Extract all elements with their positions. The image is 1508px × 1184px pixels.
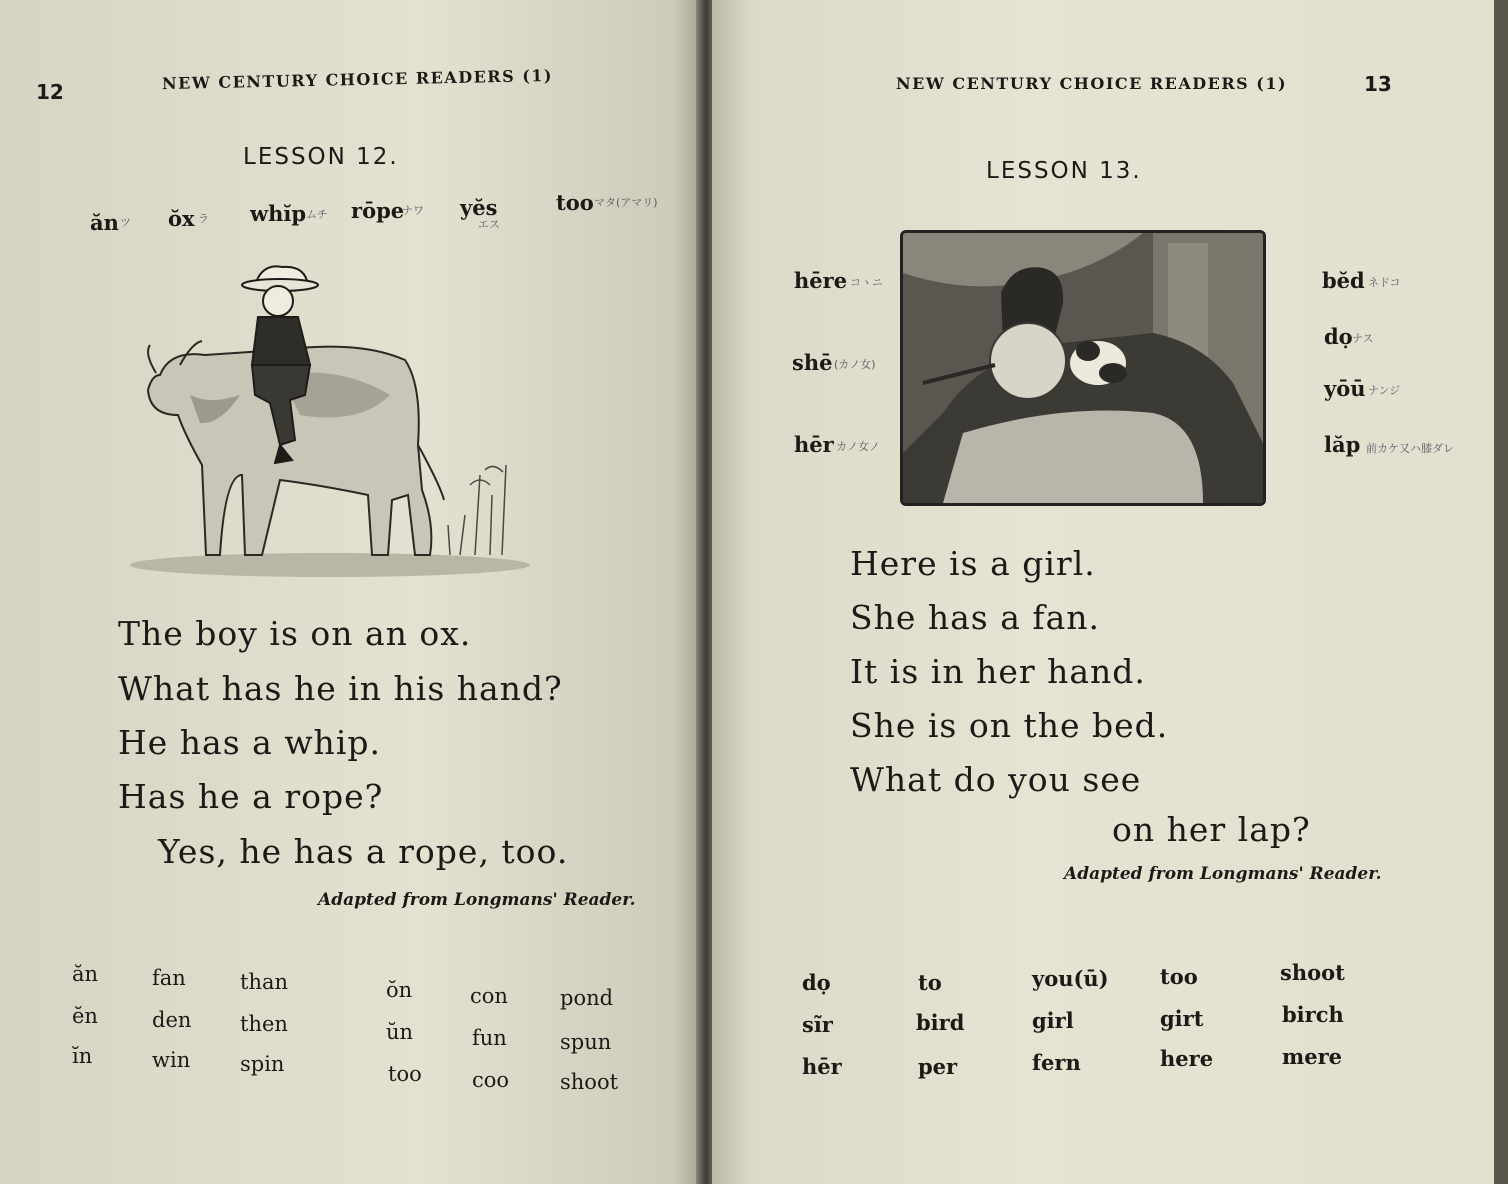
vocab-word: too [556,190,594,215]
drill-word: per [918,1054,958,1079]
drill-word: too [388,1062,422,1086]
lesson-title: LESSON 13. [986,158,1142,184]
drill-word: than [240,970,289,994]
drill-word: too [1160,964,1198,989]
running-header: NEW CENTURY CHOICE READERS (1) [896,74,1288,93]
credit-line: Adapted from Longmans' Reader. [1064,864,1382,884]
handwritten-note: ナス [1352,332,1374,345]
drill-word: con [470,984,508,1008]
lesson-title: LESSON 12. [243,144,399,170]
drill-word: girl [1032,1008,1074,1033]
drill-word: fern [1032,1050,1081,1075]
story-line: He has a whip. [118,723,381,762]
drill-word: ĕn [72,1004,98,1028]
page-edge [1494,0,1508,1184]
boy-on-ox-illustration [130,255,540,585]
story-line: What do you see [850,760,1142,799]
vocab-word: ăn [90,210,119,235]
drill-word: hēr [802,1054,842,1079]
drill-word: you(ū) [1032,966,1109,991]
story-line: What has he in his hand? [118,669,563,708]
page-number: 13 [1364,72,1392,96]
handwritten-note: ムチ [306,208,328,221]
handwritten-note: ラ [198,212,209,225]
drill-word: pond [560,986,614,1010]
drill-word: girt [1160,1006,1204,1031]
story-line: Yes, he has a rope, too. [158,832,569,871]
right-page [712,0,1494,1184]
story-line: She is on the bed. [850,706,1169,745]
drill-word: den [152,1008,192,1032]
handwritten-note: ツ [120,216,131,229]
handwritten-note: エス [478,218,500,231]
drill-word: spun [560,1030,612,1054]
drill-word: fan [152,966,186,990]
handwritten-note: ナワ [402,204,424,217]
vocab-word: yōū [1324,376,1366,401]
vocab-word: bĕd [1322,268,1365,293]
drill-word: birch [1282,1002,1344,1027]
page-number: 12 [36,80,64,104]
story-line: She has a fan. [850,598,1101,637]
vocab-word: hēre [794,268,848,293]
credit-line: Adapted from Longmans' Reader. [318,890,636,910]
vocab-word: shē [792,350,833,375]
drill-word: coo [472,1068,510,1092]
drill-word: bird [916,1010,965,1035]
story-line: It is in her hand. [850,652,1146,691]
handwritten-note: 前カケ又ハ膝ダレ [1366,442,1454,455]
drill-word: then [240,1012,288,1036]
story-line: Here is a girl. [850,544,1096,583]
handwritten-note: ナンジ [1368,384,1401,397]
vocab-word: whĭp [250,201,307,226]
drill-word: mere [1282,1044,1343,1069]
drill-word: shoot [560,1070,619,1094]
drill-word: shoot [1280,960,1345,985]
drill-word: fun [472,1026,507,1050]
vocab-word: yĕs [460,195,498,220]
drill-word: ĭn [72,1044,93,1068]
handwritten-note: ネドコ [1368,276,1401,289]
handwritten-note: カノ女ノ [836,440,880,453]
girl-with-fan-illustration [900,230,1266,506]
left-page [0,0,700,1184]
handwritten-note: コヽニ [850,276,883,289]
drill-word: ŏn [386,978,413,1002]
running-header: NEW CENTURY CHOICE READERS (1) [161,65,554,94]
story-line: on her lap? [1112,810,1311,849]
vocab-word: hēr [794,432,834,457]
drill-word: dọ [802,970,831,995]
drill-word: ăn [72,962,99,986]
handwritten-note: (カノ女) [834,358,876,371]
story-line: Has he a rope? [118,777,384,816]
drill-word: win [152,1048,191,1072]
drill-word: sĩr [802,1012,833,1037]
vocab-word: ŏx [168,206,195,231]
drill-word: ŭn [386,1020,414,1044]
drill-word: to [918,970,942,995]
vocab-word: rōpe [351,198,405,223]
handwritten-note: マタ(アマリ) [594,196,658,209]
vocab-word: lăp [1324,432,1361,457]
vocab-word: dọ [1324,324,1353,349]
drill-word: spin [240,1052,285,1076]
story-line: The boy is on an ox. [118,614,472,653]
drill-word: here [1160,1046,1214,1071]
